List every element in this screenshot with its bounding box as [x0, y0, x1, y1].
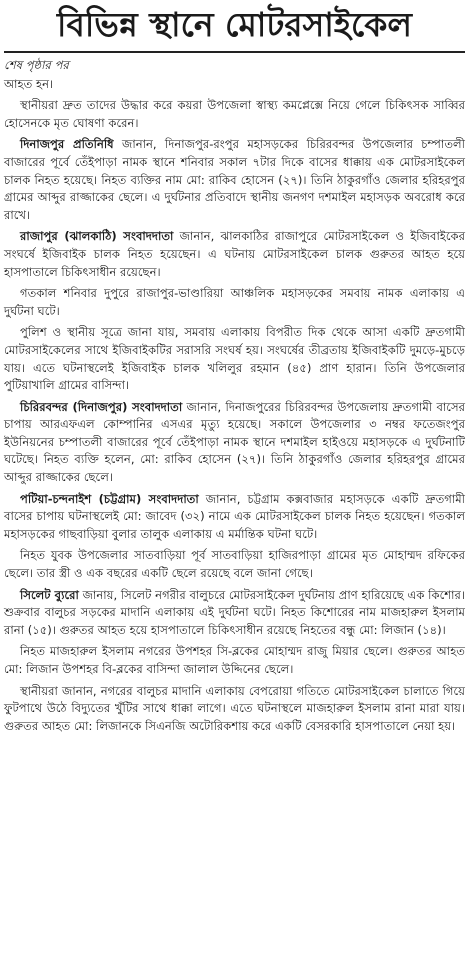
- paragraph-1: [4, 76, 465, 94]
- paragraph-10: [4, 587, 465, 640]
- continued-note: শেষ পৃষ্ঠার পর: [4, 58, 69, 72]
- paragraph-text: জানান, চট্টগ্রাম কক্সবাজার মহাসড়কে একটি দ্রুতগামী বাসের চাপায় ঘটনাস্থলেই মো: জাবেদ (৩২) নামে এক মোটরসাইকেল চালক নিহত হয়েছেন। গতকাল মহাসড়কের গাছবাড়িয়া বুলার তালুক এলাকায় এ মর্মান্তিক ঘটনা ঘটে।: [4, 491, 466, 541]
- paragraph-lead: পটিয়া-চন্দনাইশ (চট্টগ্রাম) সংবাদদাতা: [20, 491, 199, 506]
- paragraph-lead: চিরিরবন্দর (দিনাজপুর) সংবাদদাতা: [20, 399, 183, 414]
- paragraph-text: নিহত মাজহারুল ইসলাম নগরের উপশহর সি-ব্লকের মোহাম্মদ রাজু মিয়ার ছেলে। গুরুতর আহত মো: লিজান উপশহর বি-ব্লকের বাসিন্দা জালাল উদ্দিনের ছেলে।: [4, 644, 465, 676]
- paragraph-lead: রাজাপুর (ঝালকাঠি) সংবাদদাতা: [20, 229, 174, 244]
- paragraph-7: [4, 399, 465, 487]
- paragraph-lead: সিলেট ব্যুরো: [20, 587, 79, 602]
- paragraph-text: জানান, দিনাজপুর-রংপুর মহাসড়কের চিরিরবন্দর উপজেলার চম্পাতলী বাজারের পূর্বে তেঁইপাড়া নামক স্থানে শনিবার সকাল ৭টার দিকে বাসের ধাক্কায় এক মোটরসাইকেল চালক নিহত হয়েছে। নিহত ব্যক্তির নাম মো: রাকিব হোসেন (২৭)। তিনি ঠাকুরগাঁও জেলার হরিহরপুর গ্রামের আব্দুর রাজ্জাকের ছেলে। এ দুর্ঘটনার প্রতিবাদে স্থানীয় জনগণ দশমাইল মহাসড়ক অবরোধ করে রাখে।: [4, 137, 465, 222]
- paragraph-text: নিহত যুবক উপজেলার সাতবাড়িয়া পূর্ব সাতবাড়িয়া হাজিরপাড়া গ্রামের মৃত মোহাম্মদ রফিকের ছেলে। তার স্ত্রী ও এক বছরের একটি ছেলে রয়েছে বলে জানা গেছে।: [4, 548, 465, 581]
- paragraph-text: স্থানীয়রা দ্রুত তাদের উদ্ধার করে কয়রা উপজেলা স্বাস্থ্য কমপ্লেক্সে নিয়ে গেলে চিকিৎসক সাব্বির হোসেনকে মৃত ঘোষণা করেন।: [4, 98, 465, 130]
- paragraph-9: [4, 547, 465, 582]
- paragraph-text: গতকাল শনিবার দুপুরে রাজাপুর-ভাণ্ডারিয়া আঞ্চলিক মহাসড়কের সমবায় নামক এলাকায় এ দুর্ঘটনা ঘটে।: [4, 286, 465, 318]
- paragraph-text: আহত হন।: [4, 76, 54, 91]
- article-body: [4, 57, 465, 739]
- paragraph-text: জানান, দিনাজপুরের চিরিরবন্দর উপজেলায় দ্রুতগামী বাসের চাপায় আরএফএল কোম্পানির এসএর মৃত্যু হয়েছে। সকালে উপজেলার ৩ নম্বর ফতেজংপুর ইউনিয়নের চম্পাতলী বাজারের পূর্বে তেঁইপাড়া নামক স্থানে দশমাইল হাইওয়ে মহাসড়কে এ দুর্ঘটনাটি ঘটেছে। নিহত ব্যক্তি হলেন, মো: রাকিব হোসেন (২৭)। তিনি ঠাকুরগাঁও জেলার হরিহরপুর গ্রামের আব্দুর রাজ্জাকের ছেলে।: [4, 399, 465, 485]
- paragraph-text: জানায়, সিলেট নগরীর বালুচরে মোটরসাইকেল দুর্ঘটনায় প্রাণ হারিয়েছে এক কিশোর। শুক্রবার বালুচর সড়কের মাদানি এলাকায় এই দুর্ঘটনা ঘটে। নিহত কিশোরের নাম মাজহারুল ইসলাম রানা (১৫)। গুরুতর আহত হয়ে হাসপাতালে চিকিৎসাধীন রয়েছে নিহতের বন্ধু মো: লিজান (১৪)।: [4, 587, 465, 637]
- paragraph-lead: দিনাজপুর প্রতিনিধি: [20, 137, 114, 152]
- paragraph-3: [4, 136, 465, 224]
- paragraph-6: [4, 324, 465, 394]
- paragraph-text: স্থানীয়রা জানান, নগরের বালুচর মাদানি এলাকায় বেপরোয়া গতিতে মোটরসাইকেল চালাতে গিয়ে ফুটপাথে উঠে বিদ্যুতের খুঁটির সাথে ধাক্কা লাগে। এতে ঘটনাস্থলে মাজহারুল ইসলাম রানা মারা যায়। গুরুতর আহত মো: লিজানকে সিএনজি অটোরিকশায় করে একটি বেসরকারি হাসপাতালে নেয়া হয়।: [4, 683, 465, 733]
- paragraph-text: জানান, ঝালকাঠির রাজাপুরে মোটরসাইকেল ও ইজিবাইকের সংঘর্ষে ইজিবাইক চালক নিহত হয়েছেন। এ ঘটনায় মোটরসাইকেল চালক গুরুতর আহত হয়ে হাসপাতালে চিকিৎসাধীন রয়েছেন।: [4, 229, 465, 279]
- paragraph-12: [4, 683, 465, 736]
- paragraph-4: [4, 228, 465, 281]
- paragraph-8: [4, 491, 465, 544]
- paragraph-2: [4, 97, 465, 132]
- paragraph-text: পুলিশ ও স্থানীয় সূত্রে জানা যায়, সমবায় এলাকায় বিপরীত দিক থেকে আসা একটি দ্রুতগামী মোটরসাইকেলের সাথে ইজিবাইকটির সরাসরি সংঘর্ষ হয়। সংঘর্ষের তীব্রতায় ইজিবাইকটি দুমড়ে-মুচড়ে যায়। এতে ঘটনাস্থলেই ইজিবাইক চালক খলিলুর রহমান (৪৫) প্রাণ হারান। তিনি উপজেলার পুটিয়াখালি গ্রামের বাসিন্দা।: [4, 325, 465, 393]
- headline-divider: [4, 51, 465, 53]
- paragraph-5: [4, 285, 465, 320]
- headline: বিভিন্ন স্থানে মোটরসাইকেল: [57, 5, 412, 44]
- paragraph-11: [4, 643, 465, 678]
